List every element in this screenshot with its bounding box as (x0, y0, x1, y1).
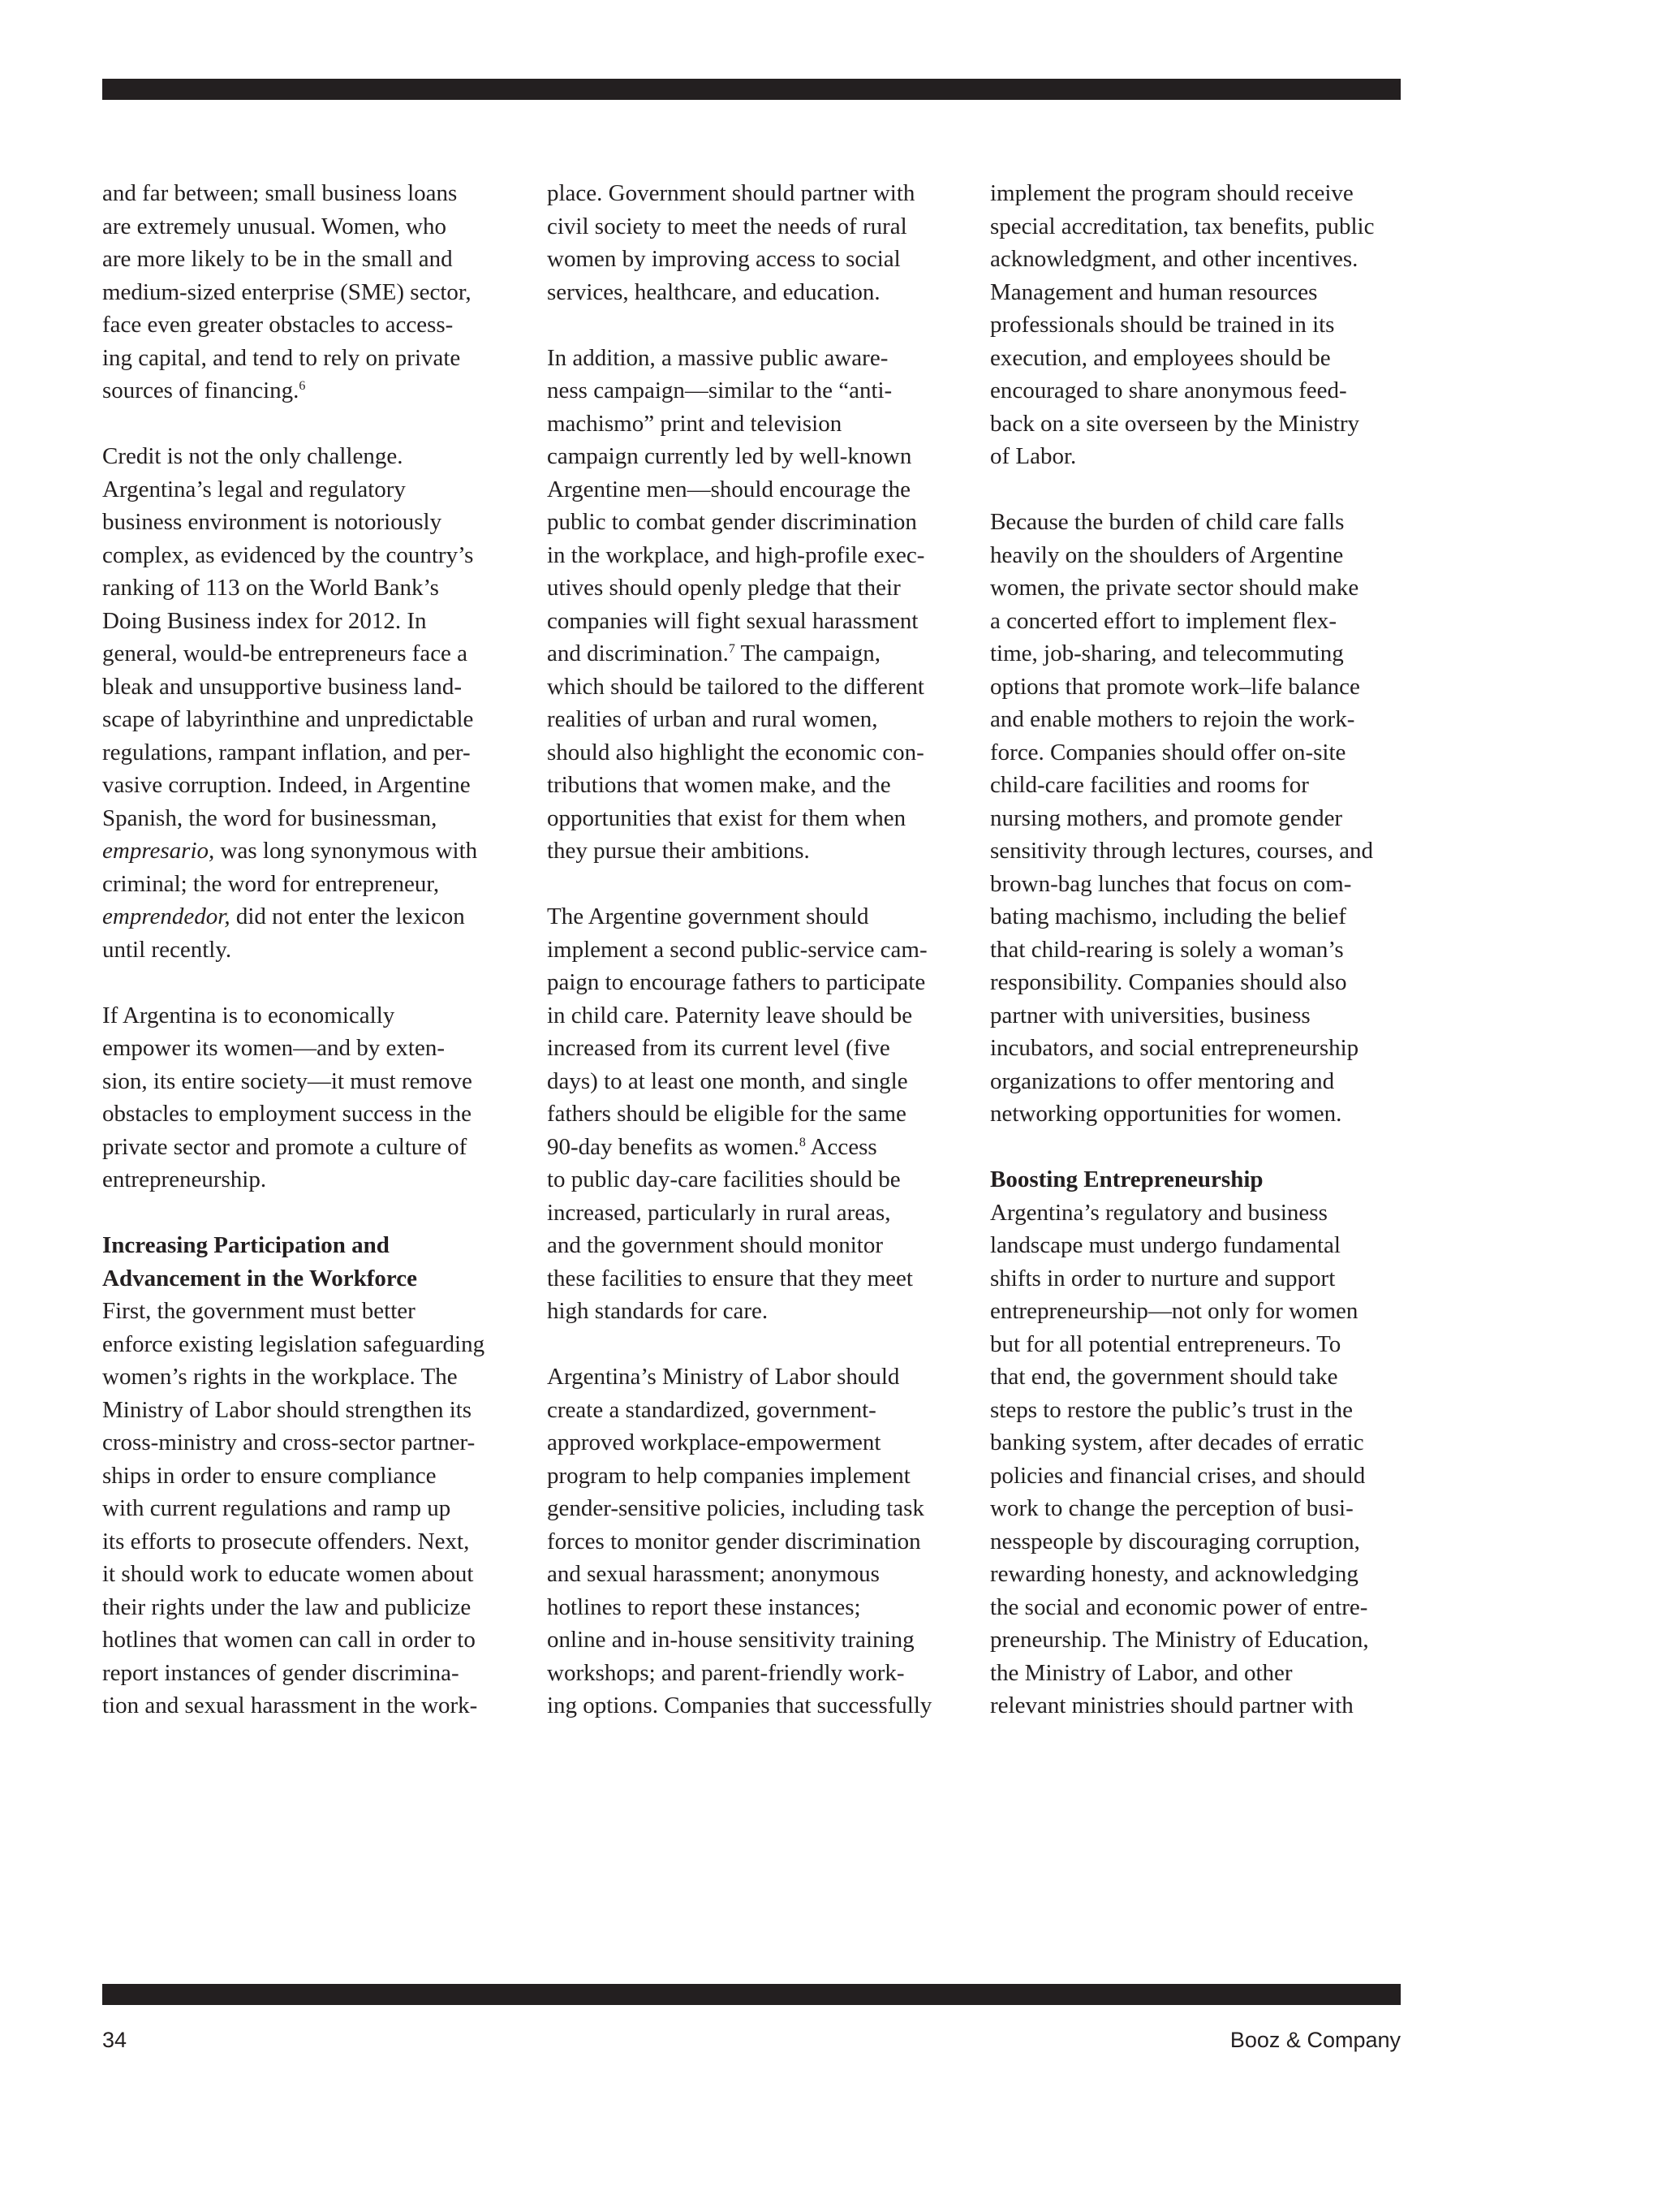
body-line: program to help companies implement (547, 1462, 911, 1489)
body-line: services, healthcare, and education. (547, 278, 881, 305)
paragraph-break (990, 1131, 1420, 1164)
body-line: increased, particularly in rural areas, (547, 1199, 891, 1226)
body-line: encouraged to share anonymous feed- (990, 377, 1347, 403)
column-2 (547, 177, 977, 1723)
body-text: Access (805, 1133, 877, 1160)
body-line: women’s rights in the workplace. The (102, 1364, 458, 1390)
body-line: ing options. Companies that successfully (547, 1692, 932, 1718)
body-line: workshops; and parent-friendly work- (547, 1659, 905, 1686)
body-line: In addition, a massive public aware- (547, 344, 889, 371)
body-line: ships in order to ensure compliance (102, 1462, 437, 1489)
body-line: child-care facilities and rooms for (990, 772, 1309, 798)
body-line: that child-rearing is solely a woman’s (990, 936, 1344, 963)
body-line (102, 374, 532, 407)
body-line: responsibility. Companies should also (990, 969, 1347, 995)
body-line: with current regulations and ramp up (102, 1495, 451, 1521)
paragraph-break (102, 1197, 532, 1230)
footnote-marker: 6 (299, 379, 306, 393)
page-number: 34 (102, 2028, 127, 2052)
body-line: online and in-house sensitivity training (547, 1627, 915, 1653)
body-line: these facilities to ensure that they meet (547, 1265, 913, 1291)
body-line: in child care. Paternity leave should be (547, 1002, 913, 1028)
body-line: shifts in order to nurture and support (990, 1265, 1336, 1291)
body-line: which should be tailored to the different (547, 673, 924, 700)
body-line: options that promote work–life balance (990, 673, 1360, 700)
paragraph-break (547, 868, 977, 901)
body-line: organizations to offer mentoring and (990, 1067, 1335, 1094)
body-line: complex, as evidenced by the country’s (102, 541, 474, 568)
body-line: special accreditation, tax benefits, public (990, 213, 1375, 239)
body-line: are extremely unusual. Women, who (102, 213, 446, 239)
body-line: increased from its current level (five (547, 1035, 890, 1061)
body-line: entrepreneurship. (102, 1166, 267, 1192)
footnote-marker: 7 (728, 642, 735, 656)
body-line: preneurship. The Ministry of Education, (990, 1627, 1369, 1653)
body-line: should also highlight the economic con- (547, 739, 924, 765)
body-line: high standards for care. (547, 1298, 769, 1324)
body-line: the Ministry of Labor, and other (990, 1659, 1293, 1686)
body-line: rewarding honesty, and acknowledging (990, 1561, 1358, 1587)
italic-term: empresario, (102, 838, 215, 864)
section-heading: Increasing Participation and (102, 1232, 390, 1258)
body-line: a concerted effort to implement flex- (990, 607, 1337, 634)
body-line: its efforts to prosecute offenders. Next, (102, 1528, 470, 1554)
body-line: of Labor. (990, 443, 1077, 469)
bottom-rule (102, 1984, 1401, 2005)
body-line: machismo” print and television (547, 410, 842, 437)
body-text: did not enter the lexicon (230, 903, 465, 929)
body-line: force. Companies should offer on-site (990, 739, 1346, 765)
publisher-name: Booz & Company (1229, 2028, 1401, 2052)
body-line: If Argentina is to economically (102, 1002, 395, 1028)
body-line: create a standardized, government- (547, 1396, 876, 1423)
body-line: cross-ministry and cross-sector partner- (102, 1429, 476, 1455)
body-line: Spanish, the word for businessman, (102, 804, 437, 831)
body-line: private sector and promote a culture of (102, 1133, 467, 1160)
body-line: heavily on the shoulders of Argentine (990, 541, 1344, 568)
body-line: public to combat gender discrimination (547, 509, 917, 535)
body-text: 90-day benefits as women. (547, 1133, 799, 1160)
body-line: and enable mothers to rejoin the work- (990, 706, 1355, 732)
body-line: to public day-care facilities should be (547, 1166, 901, 1192)
body-line: medium-sized enterprise (SME) sector, (102, 278, 471, 305)
body-line: approved workplace-empowerment (547, 1429, 881, 1455)
body-line: face even greater obstacles to access- (102, 312, 454, 338)
paragraph-break (990, 473, 1420, 507)
section-heading: Boosting Entrepreneurship (990, 1166, 1264, 1192)
body-line: paign to encourage fathers to participate (547, 969, 926, 995)
section-heading: Advancement in the Workforce (102, 1265, 417, 1291)
body-line (102, 900, 532, 934)
body-line: that end, the government should take (990, 1364, 1338, 1390)
body-line: landscape must undergo fundamental (990, 1232, 1341, 1258)
body-line: bleak and unsupportive business land- (102, 673, 462, 700)
body-line: networking opportunities for women. (990, 1101, 1342, 1127)
body-line: ranking of 113 on the World Bank’s (102, 575, 439, 601)
body-line: sion, its entire society—it must remove (102, 1067, 472, 1094)
top-rule (102, 79, 1401, 100)
body-line: hotlines that women can call in order to (102, 1627, 476, 1653)
body-line: it should work to educate women about (102, 1561, 474, 1587)
body-line: the social and economic power of entre- (990, 1593, 1368, 1620)
body-line: back on a site overseen by the Ministry (990, 410, 1360, 437)
body-line: sensitivity through lectures, courses, and (990, 838, 1373, 864)
paragraph-break (547, 1328, 977, 1361)
body-line: entrepreneurship—not only for women (990, 1298, 1358, 1324)
body-line: Credit is not the only challenge. (102, 443, 403, 469)
italic-term: emprendedor, (102, 903, 230, 929)
body-line: implement the program should receive (990, 180, 1354, 206)
body-line: empower its women—and by exten- (102, 1035, 446, 1061)
body-line: hotlines to report these instances; (547, 1593, 861, 1620)
body-line: gender-sensitive policies, including task (547, 1495, 924, 1521)
body-line: banking system, after decades of erratic (990, 1429, 1364, 1455)
body-line: they pursue their ambitions. (547, 838, 810, 864)
body-line: days) to at least one month, and single (547, 1067, 908, 1094)
body-line (102, 834, 532, 868)
body-line: their rights under the law and publicize (102, 1593, 471, 1620)
body-line: regulations, rampant inflation, and per- (102, 739, 471, 765)
body-line: tributions that women make, and the (547, 772, 891, 798)
body-line: brown-bag lunches that focus on com- (990, 870, 1352, 897)
body-line: and far between; small business loans (102, 180, 458, 206)
body-line: companies will fight sexual harassment (547, 607, 919, 634)
body-line: general, would-be entrepreneurs face a (102, 640, 468, 666)
column-1 (102, 177, 532, 1723)
body-line: and the government should monitor (547, 1232, 883, 1258)
body-line: nesspeople by discouraging corruption, (990, 1528, 1360, 1554)
body-line: but for all potential entrepreneurs. To (990, 1330, 1341, 1357)
body-line: women by improving access to social (547, 246, 901, 272)
body-line: acknowledgment, and other incentives. (990, 246, 1358, 272)
body-line: business environment is notoriously (102, 509, 442, 535)
body-line: Because the burden of child care falls (990, 509, 1345, 535)
body-line: nursing mothers, and promote gender (990, 804, 1343, 831)
body-line: tion and sexual harassment in the work- (102, 1692, 478, 1718)
body-line: First, the government must better (102, 1298, 416, 1324)
body-line: Ministry of Labor should strengthen its (102, 1396, 472, 1423)
body-line: opportunities that exist for them when (547, 804, 906, 831)
body-line: scape of labyrinthine and unpredictable (102, 706, 474, 732)
footnote-marker: 8 (799, 1135, 806, 1149)
body-line: women, the private sector should make (990, 575, 1359, 601)
body-line: bating machismo, including the belief (990, 903, 1346, 929)
body-line: Management and human resources (990, 278, 1318, 305)
body-line (547, 637, 977, 670)
body-line: Argentina’s legal and regulatory (102, 476, 406, 502)
body-line: execution, and employees should be (990, 344, 1331, 371)
body-line: Doing Business index for 2012. In (102, 607, 427, 634)
body-line: obstacles to employment success in the (102, 1101, 472, 1127)
body-line: realities of urban and rural women, (547, 706, 878, 732)
body-line: incubators, and social entrepreneurship (990, 1035, 1359, 1061)
paragraph-break (102, 407, 532, 441)
body-line: Argentine men—should encourage the (547, 476, 911, 502)
paragraph-break (102, 966, 532, 999)
body-text: sources of financing. (102, 377, 299, 403)
body-line: work to change the perception of busi- (990, 1495, 1354, 1521)
body-line: Argentina’s Ministry of Labor should (547, 1364, 900, 1390)
body-line: partner with universities, business (990, 1002, 1311, 1028)
body-line: policies and financial crises, and should (990, 1462, 1366, 1489)
body-line: report instances of gender discrimina- (102, 1659, 459, 1686)
body-line: civil society to meet the needs of rural (547, 213, 907, 239)
body-line: Argentina’s regulatory and business (990, 1199, 1328, 1226)
body-line: place. Government should partner with (547, 180, 915, 206)
body-line: are more likely to be in the small and (102, 246, 453, 272)
body-line: utives should openly pledge that their (547, 575, 901, 601)
body-line: until recently. (102, 936, 232, 963)
paragraph-break (547, 308, 977, 342)
body-line: criminal; the word for entrepreneur, (102, 870, 440, 897)
body-line: in the workplace, and high-profile exec- (547, 541, 925, 568)
body-line: ness campaign—similar to the “anti- (547, 377, 893, 403)
body-line: forces to monitor gender discrimination (547, 1528, 921, 1554)
body-text: and discrimination. (547, 640, 729, 666)
body-line: fathers should be eligible for the same (547, 1101, 906, 1127)
body-line: steps to restore the public’s trust in the (990, 1396, 1354, 1423)
body-line: professionals should be trained in its (990, 312, 1335, 338)
body-line: The Argentine government should (547, 903, 869, 929)
body-line: implement a second public-service cam- (547, 936, 928, 963)
body-text: The campaign, (734, 640, 881, 666)
column-3 (990, 177, 1420, 1723)
body-line: vasive corruption. Indeed, in Argentine (102, 772, 471, 798)
body-line: campaign currently led by well-known (547, 443, 912, 469)
body-line: enforce existing legislation safeguarding (102, 1330, 485, 1357)
body-line (547, 1131, 977, 1164)
body-line: ing capital, and tend to rely on private (102, 344, 461, 371)
body-line: and sexual harassment; anonymous (547, 1561, 880, 1587)
body-text: was long synonymous with (214, 838, 478, 864)
body-line: relevant ministries should partner with (990, 1692, 1354, 1718)
body-line: time, job-sharing, and telecommuting (990, 640, 1344, 666)
